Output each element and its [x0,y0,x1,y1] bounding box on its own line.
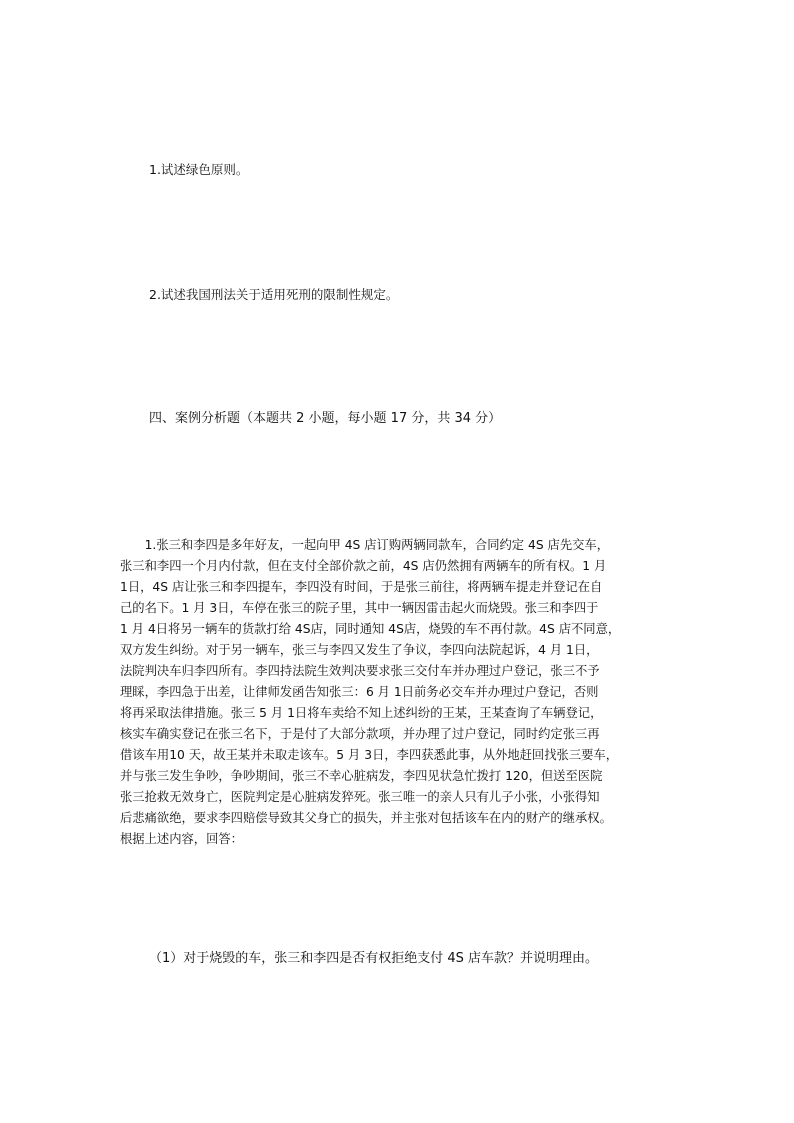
case-line: 1日，4S 店让张三和李四提车，李四没有时间，于是张三前往，将两辆车提走并登记在自 [120,580,603,594]
case-line: 双方发生纠纷。对于另一辆车，张三与李四又发生了争议，李四向法院起诉，4 月 1日， [120,643,599,657]
case-paragraph [120,535,680,850]
case-line: 张三和李四一个月内付款，但在支付全部价款之前，4S 店仍然拥有两辆车的所有权。1 月 [120,559,607,573]
case-line: 法院判决车归李四所有。李四持法院生效判决要求张三交付车并办理过户登记，张三不予 [120,664,600,678]
question-1: 1.试述绿色原则。 [149,162,249,177]
case-line: 并与张三发生争吵，争吵期间，张三不幸心脏病发，李四见状急忙拨打 120，但送至医院 [120,769,603,783]
question-2: 2.试述我国刑法关于适用死刑的限制性规定。 [149,287,399,302]
section-heading: 四、案例分析题（本题共 2 小题，每小题 17 分，共 34 分） [149,411,502,426]
case-line: 借该车用10 天，故王某并未取走该车。5 月 3日，李四获悉此事，从外地赶回找张三要车， [120,748,619,762]
case-line: 后悲痛欲绝，要求李四赔偿导致其父身亡的损失，并主张对包括该车在内的财产的继承权。 [120,811,612,825]
case-line: 根据上述内容，回答： [120,832,243,846]
case-line: 己的名下。1 月 3日，车停在张三的院子里，其中一辆因雷击起火而烧毁。张三和李四于 [120,601,599,615]
case-line: 核实车确实登记在张三名下，于是付了大部分款项，并办理了过户登记，同时约定张三再 [120,727,600,741]
case-line: 张三抢救无效身亡，医院判定是心脏病发猝死。张三唯一的亲人只有儿子小张，小张得知 [120,790,600,804]
sub-question-1: （1）对于烧毁的车，张三和李四是否有权拒绝支付 4S 店车款？并说明理由。 [149,951,599,966]
case-line: 将再采取法律措施。张三 5 月 1日将车卖给不知上述纠纷的王某，王某查询了车辆登记， [120,706,603,720]
case-line: 1.张三和李四是多年好友，一起向甲 4S 店订购两辆同款车，合同约定 4S 店先交车， [120,538,610,552]
case-line: 1 月 4日将另一辆车的货款打给 4S店，同时通知 4S店，烧毁的车不再付款。4S 店不同意， [120,622,621,636]
case-line: 理睬，李四急于出差，让律师发函告知张三：6 月 1日前务必交车并办理过户登记，否则 [120,685,599,699]
